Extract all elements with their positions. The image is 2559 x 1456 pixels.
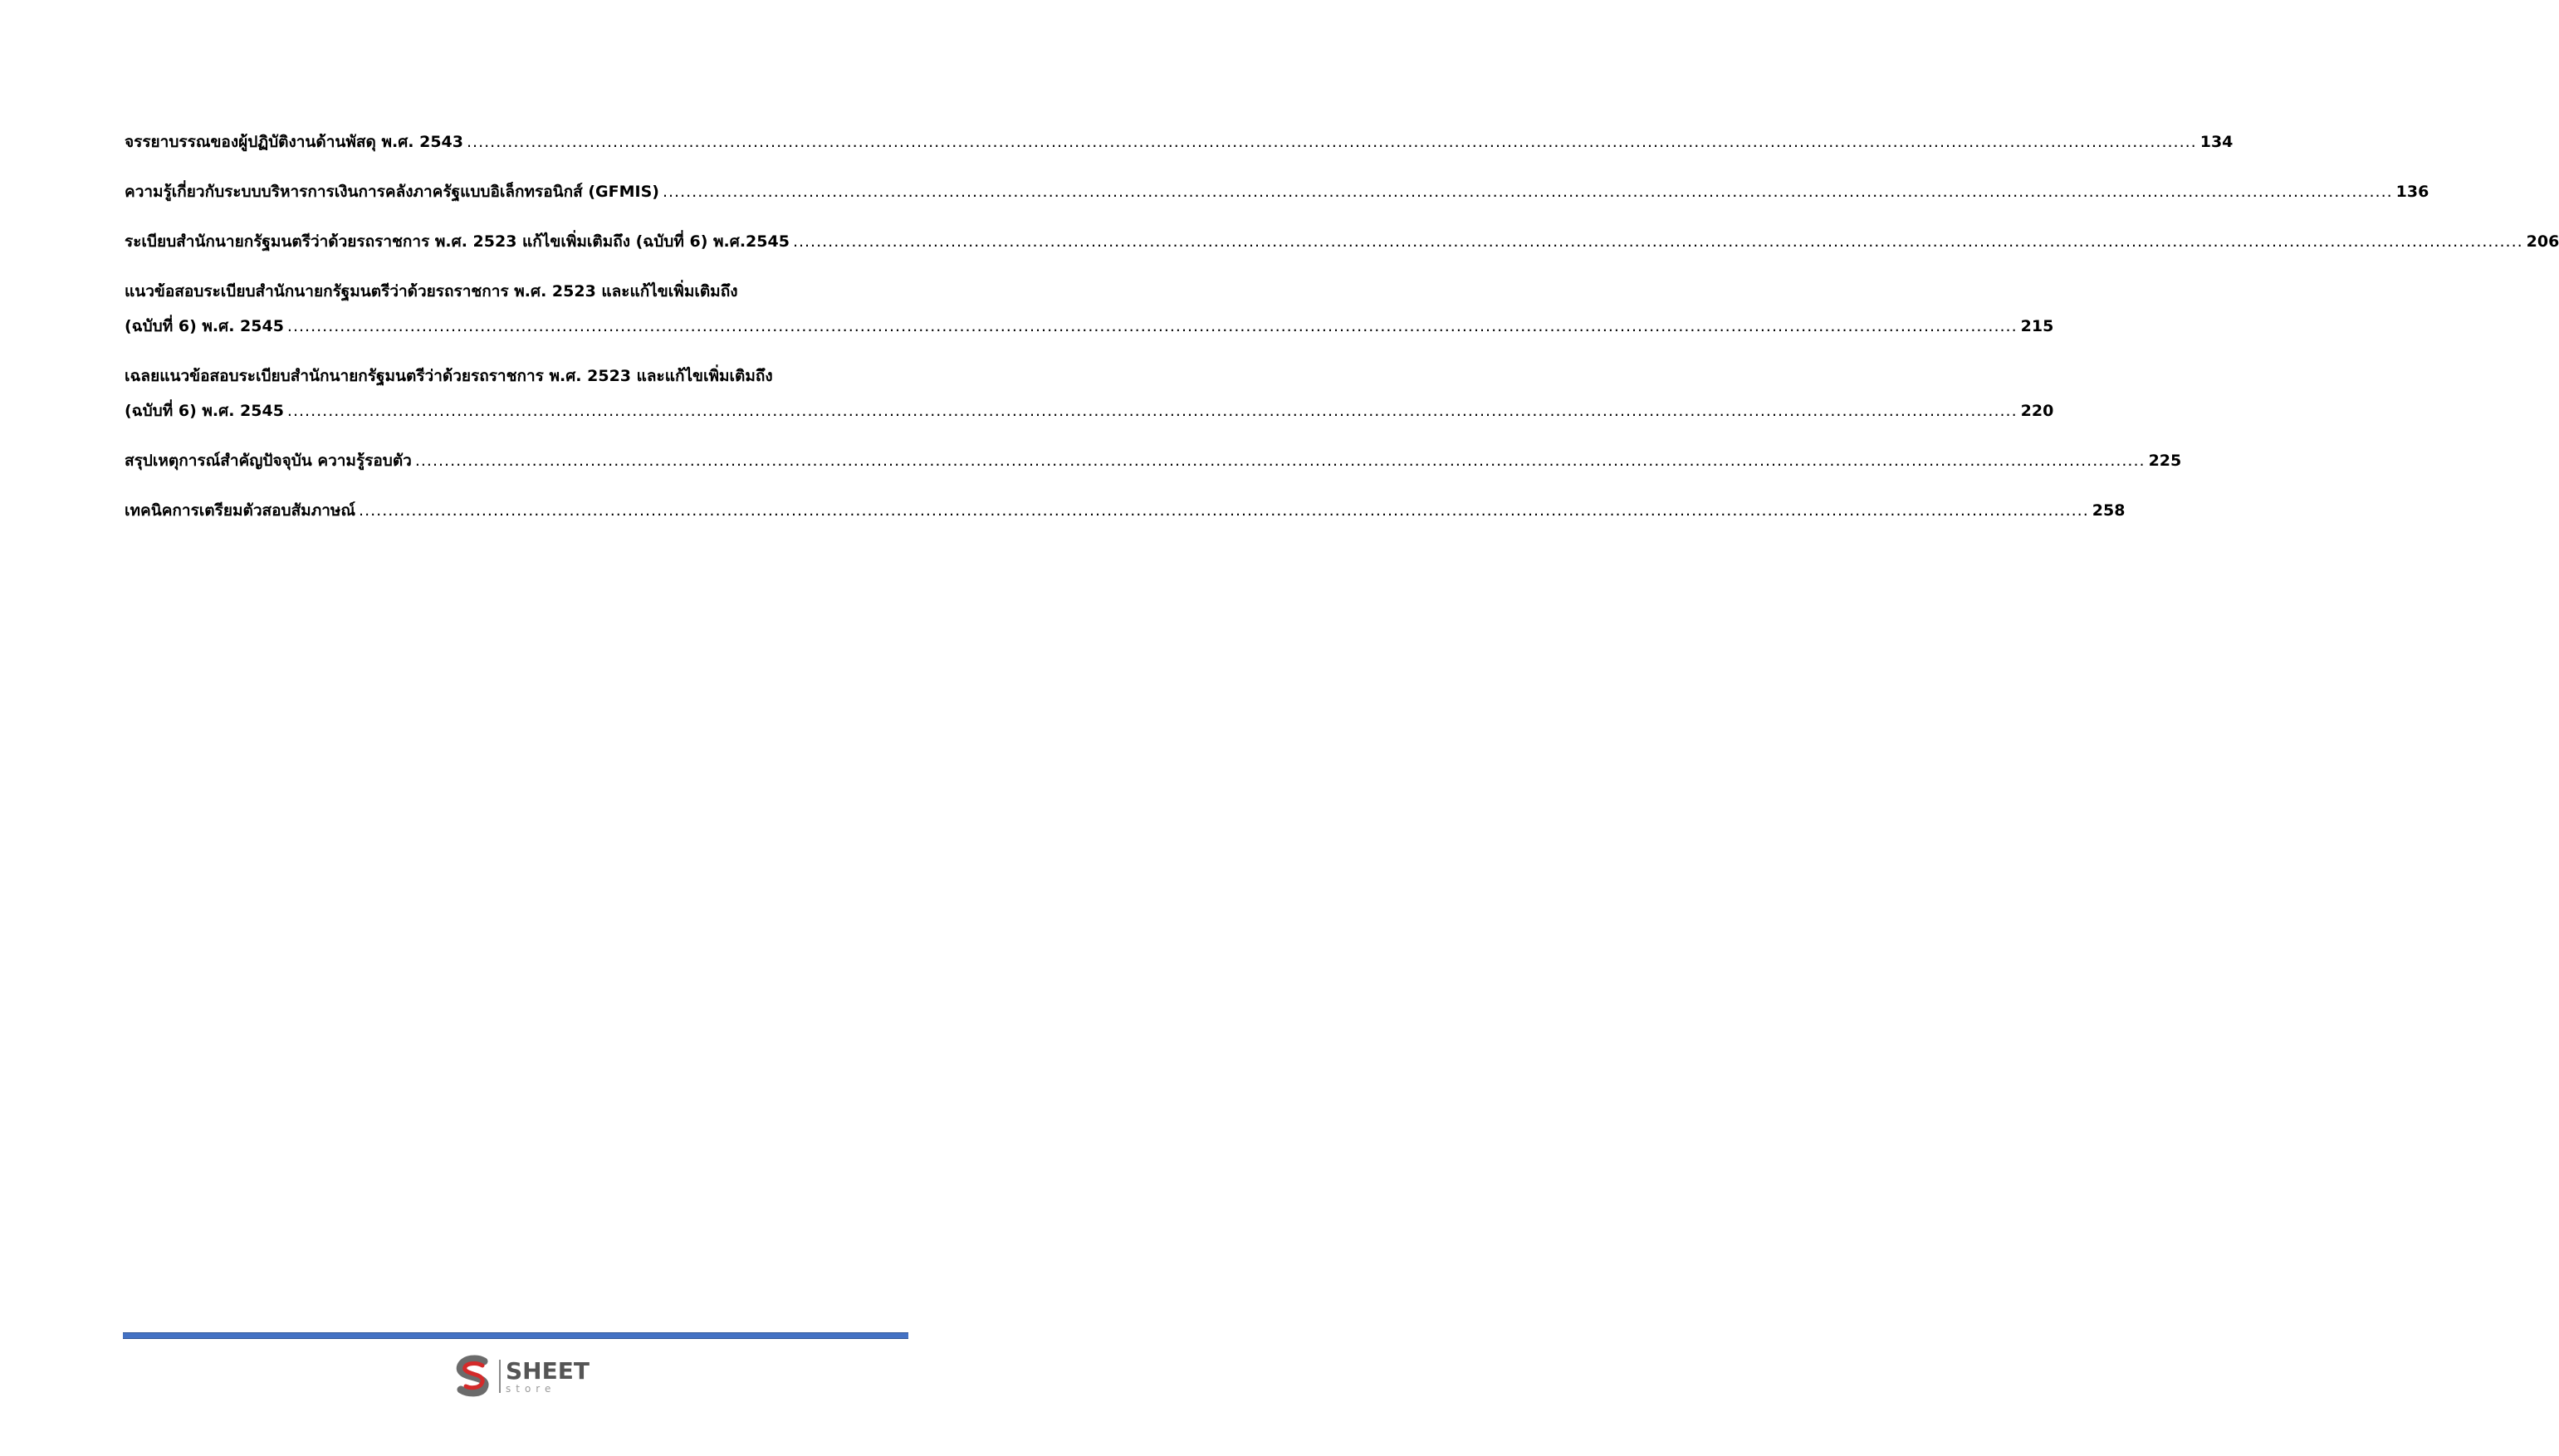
toc-entry[interactable] (125, 274, 2054, 344)
toc-entry-page: 215 (2020, 317, 2054, 335)
dot-leader (359, 493, 2089, 528)
sheet-store-s-logo-icon (453, 1355, 496, 1398)
toc-entry[interactable] (125, 125, 2234, 159)
toc-entry[interactable] (125, 493, 2126, 528)
logo-sub-text: store (506, 1382, 556, 1395)
toc-entry-title: เทคนิคการเตรียมตัวสอบสัมภาษณ์ (125, 501, 356, 520)
toc-entry-title: (ฉบับที่ 6) พ.ศ. 2545 (125, 317, 284, 335)
toc-entry-title: ระเบียบสำนักนายกรัฐมนตรีว่าด้วยรถราชการ พ.ศ. 2523 แก้ไขเพิ่มเติมถึง (ฉบับที่ 6) พ.ศ.2545 (125, 232, 790, 251)
dot-leader (287, 393, 2018, 428)
toc-entry-title-line-1: เฉลยแนวข้อสอบระเบียบสำนักนายกรัฐมนตรีว่าด้วยรถราชการ พ.ศ. 2523 และแก้ไขเพิ่มเติมถึง (125, 367, 773, 385)
logo-divider (499, 1360, 501, 1393)
toc-entry[interactable] (125, 174, 2429, 209)
table-of-contents (125, 125, 2559, 543)
dot-leader (793, 224, 2523, 259)
dot-leader (287, 309, 2018, 344)
toc-entry-page: 206 (2526, 232, 2559, 251)
sheet-store-logo (453, 1353, 594, 1400)
toc-entry-page: 220 (2020, 402, 2054, 420)
toc-entry-page: 258 (2092, 501, 2126, 520)
logo-brand-text: SHEET (506, 1356, 590, 1385)
toc-entry-title-line-1: แนวข้อสอบระเบียบสำนักนายกรัฐมนตรีว่าด้วยรถราชการ พ.ศ. 2523 และแก้ไขเพิ่มเติมถึง (125, 282, 738, 300)
toc-entry-page: 136 (2395, 183, 2429, 201)
dot-leader (415, 443, 2146, 478)
dot-leader (467, 125, 2197, 159)
toc-entry-title: (ฉบับที่ 6) พ.ศ. 2545 (125, 402, 284, 420)
footer-divider (123, 1332, 908, 1339)
toc-entry[interactable] (125, 443, 2182, 478)
toc-entry-page: 134 (2199, 133, 2234, 151)
toc-entry-title: จรรยาบรรณของผู้ปฏิบัติงานด้านพัสดุ พ.ศ. 2543 (125, 133, 463, 151)
toc-entry[interactable] (125, 359, 2054, 428)
dot-leader (663, 174, 2393, 209)
toc-entry[interactable] (125, 224, 2559, 259)
toc-entry-title: ความรู้เกี่ยวกับระบบบริหารการเงินการคลังภาครัฐแบบอิเล็กทรอนิกส์ (GFMIS) (125, 183, 659, 201)
toc-entry-page: 225 (2148, 452, 2182, 470)
toc-entry-title: สรุปเหตุการณ์สำคัญปัจจุบัน ความรู้รอบตัว (125, 452, 412, 470)
